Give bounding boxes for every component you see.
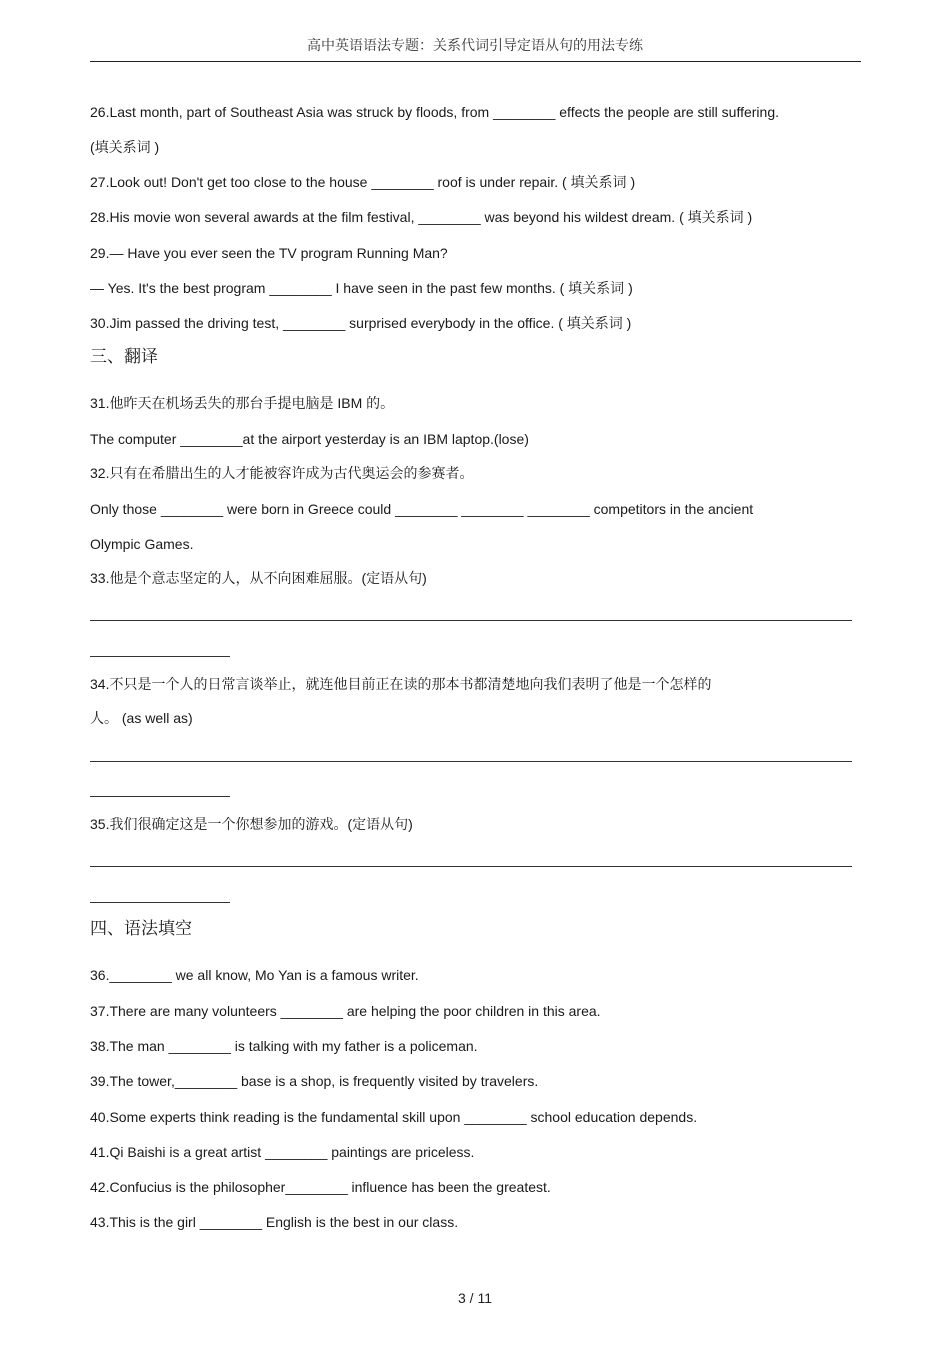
answer-line-35[interactable]: [90, 866, 852, 867]
question-36: 36.________ we all know, Mo Yan is a famous writer.: [90, 967, 419, 983]
header-divider: [90, 61, 861, 62]
question-29-line-2: — Yes. It's the best program ________ I have seen in the past few months. ( 填关系词 ): [90, 280, 633, 296]
question-38: 38.The man ________ is talking with my father is a policeman.: [90, 1038, 478, 1054]
question-29-line-1: 29.— Have you ever seen the TV program Running Man?: [90, 245, 448, 261]
question-28: 28.His movie won several awards at the film festival, ________ was beyond his wildest dream. ( 填关系词 ): [90, 209, 753, 225]
question-43: 43.This is the girl ________ English is the best in our class.: [90, 1214, 459, 1230]
answer-line-35-end[interactable]: [90, 902, 230, 903]
question-40: 40.Some experts think reading is the fundamental skill upon ________ school education depends.: [90, 1109, 698, 1125]
question-31-chinese: 31.他昨天在机场丢失的那台手提电脑是 IBM 的。: [90, 395, 395, 411]
page-number: 3 / 11: [458, 1290, 492, 1306]
question-37: 37.There are many volunteers ________ are helping the poor children in this area.: [90, 1003, 601, 1019]
question-39: 39.The tower,________ base is a shop, is frequently visited by travelers.: [90, 1073, 539, 1089]
answer-line-33[interactable]: [90, 620, 852, 621]
question-32-english-line-2: Olympic Games.: [90, 536, 194, 552]
question-41: 41.Qi Baishi is a great artist ________ paintings are priceless.: [90, 1144, 475, 1160]
question-34-line-2: 人。 (as well as): [90, 710, 193, 726]
question-34-line-1: 34.不只是一个人的日常言谈举止，就连他目前正在读的那本书都清楚地向我们表明了他是一个怎样的: [90, 676, 712, 692]
answer-line-34-end[interactable]: [90, 796, 230, 797]
question-27: 27.Look out! Don't get too close to the house ________ roof is under repair. ( 填关系词 ): [90, 174, 636, 190]
question-32-chinese: 32.只有在希腊出生的人才能被容许成为古代奥运会的参赛者。: [90, 465, 474, 481]
question-33: 33.他是个意志坚定的人，从不向困难屈服。(定语从句): [90, 570, 427, 586]
question-26-line-1: 26.Last month, part of Southeast Asia was struck by floods, from ________ effects the people are still suffering.: [90, 104, 779, 120]
page-header: 高中英语语法专题：关系代词引导定语从句的用法专练: [307, 37, 643, 53]
answer-line-33-end[interactable]: [90, 656, 230, 657]
question-42: 42.Confucius is the philosopher________ influence has been the greatest.: [90, 1179, 551, 1195]
question-30: 30.Jim passed the driving test, ________ surprised everybody in the office. ( 填关系词 ): [90, 315, 632, 331]
section-3-title: 三、翻译: [90, 347, 158, 367]
question-32-english-line-1: Only those ________ were born in Greece could ________ ________ ________ competitors in the ancient: [90, 501, 754, 517]
section-4-title: 四、语法填空: [90, 919, 192, 939]
question-31-english: The computer ________at the airport yesterday is an IBM laptop.(lose): [90, 431, 529, 447]
question-26-line-2: (填关系词 ): [90, 139, 160, 155]
question-35: 35.我们很确定这是一个你想参加的游戏。(定语从句): [90, 816, 413, 832]
answer-line-34[interactable]: [90, 761, 852, 762]
